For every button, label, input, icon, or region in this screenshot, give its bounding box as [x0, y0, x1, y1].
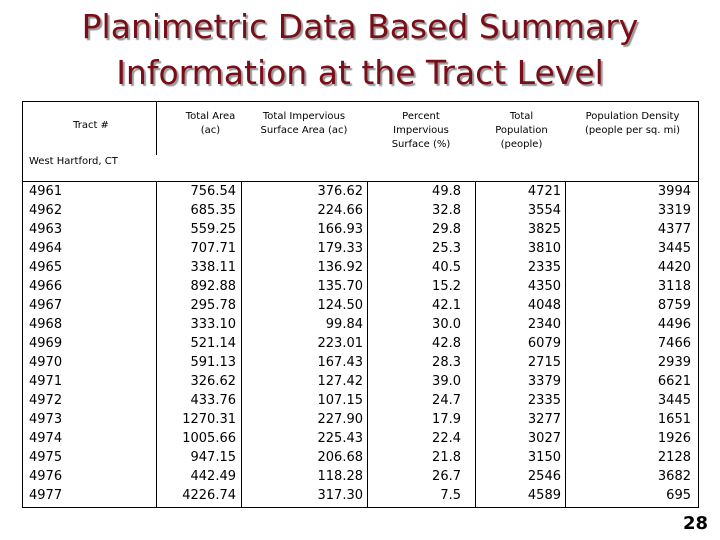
- cell-area: 326.62: [190, 374, 236, 389]
- cell-area: 1005.66: [182, 431, 236, 446]
- cell-imperv: 223.01: [317, 336, 363, 351]
- title-line-1: Planimetric Data Based Summary: [81, 7, 639, 46]
- cell-tract: 4973: [29, 412, 63, 427]
- cell-density: 4496: [657, 317, 691, 332]
- cell-area: 4226.74: [182, 488, 236, 503]
- header-total-area: Total Area (ac): [185, 111, 236, 136]
- cell-area: 442.49: [190, 469, 236, 484]
- cell-density: 2128: [657, 450, 691, 465]
- cell-density: 3118: [657, 279, 691, 294]
- table-row: [23, 391, 698, 410]
- cell-pop: 2546: [527, 469, 561, 484]
- cell-tract: 4972: [29, 393, 63, 408]
- cell-pop: 2340: [527, 317, 561, 332]
- header-total-impervious: Total Impervious Surface Area (ac): [260, 111, 348, 136]
- cell-area: 685.35: [190, 203, 236, 218]
- cell-area: 591.13: [190, 355, 236, 370]
- cell-pct: 42.1: [432, 298, 461, 313]
- header-tract: Tract #: [73, 120, 109, 131]
- cell-tract: 4965: [29, 260, 63, 275]
- cell-pop: 4589: [527, 488, 561, 503]
- cell-density: 3445: [657, 393, 691, 408]
- cell-pop: 3825: [527, 222, 561, 237]
- cell-pop: 3027: [527, 431, 561, 446]
- cell-pct: 28.3: [432, 355, 461, 370]
- table-row: [23, 258, 698, 277]
- cell-pct: 22.4: [432, 431, 461, 446]
- cell-density: 695: [666, 488, 691, 503]
- summary-table: [22, 101, 699, 508]
- cell-imperv: 317.30: [317, 488, 363, 503]
- table-row: [23, 334, 698, 353]
- cell-density: 1651: [657, 412, 691, 427]
- header-percent-impervious: Percent Impervious Surface (%): [391, 111, 451, 150]
- cell-density: 1926: [657, 431, 691, 446]
- cell-pct: 15.2: [432, 279, 461, 294]
- title-line-2: Information at the Tract Level: [116, 53, 604, 92]
- cell-imperv: 224.66: [317, 203, 363, 218]
- cell-imperv: 206.68: [317, 450, 363, 465]
- cell-density: 3319: [657, 203, 691, 218]
- cell-imperv: 127.42: [317, 374, 363, 389]
- table-row: [23, 296, 698, 315]
- table-row: [23, 353, 698, 372]
- cell-area: 521.14: [190, 336, 236, 351]
- cell-pct: 39.0: [432, 374, 461, 389]
- cell-pop: 3554: [527, 203, 561, 218]
- table-row: [23, 201, 698, 220]
- cell-tract: 4962: [29, 203, 63, 218]
- cell-pop: 4350: [527, 279, 561, 294]
- cell-pct: 49.8: [432, 184, 461, 199]
- cell-imperv: 376.62: [317, 184, 363, 199]
- table-row: [23, 315, 698, 334]
- table-row: [23, 182, 698, 201]
- cell-tract: 4964: [29, 241, 63, 256]
- cell-tract: 4970: [29, 355, 63, 370]
- cell-tract: 4963: [29, 222, 63, 237]
- cell-pct: 26.7: [432, 469, 461, 484]
- slide-title: [0, 4, 720, 96]
- cell-tract: 4967: [29, 298, 63, 313]
- cell-pct: 32.8: [432, 203, 461, 218]
- cell-tract: 4971: [29, 374, 63, 389]
- cell-pop: 2335: [527, 393, 561, 408]
- cell-tract: 4968: [29, 317, 63, 332]
- cell-area: 892.88: [190, 279, 236, 294]
- cell-imperv: 118.28: [317, 469, 363, 484]
- table-row: [23, 429, 698, 448]
- cell-area: 756.54: [190, 184, 236, 199]
- cell-pop: 2715: [527, 355, 561, 370]
- cell-tract: 4966: [29, 279, 63, 294]
- cell-area: 433.76: [190, 393, 236, 408]
- cell-pct: 40.5: [432, 260, 461, 275]
- cell-pop: 3150: [527, 450, 561, 465]
- cell-density: 3445: [657, 241, 691, 256]
- cell-pop: 3810: [527, 241, 561, 256]
- cell-area: 559.25: [190, 222, 236, 237]
- cell-pop: 4721: [527, 184, 561, 199]
- cell-imperv: 179.33: [317, 241, 363, 256]
- table-row: [23, 486, 698, 505]
- cell-pct: 25.3: [432, 241, 461, 256]
- cell-tract: 4961: [29, 184, 63, 199]
- page-number: 28: [682, 513, 708, 534]
- cell-tract: 4976: [29, 469, 63, 484]
- cell-density: 2939: [657, 355, 691, 370]
- cell-imperv: 124.50: [317, 298, 363, 313]
- cell-area: 707.71: [190, 241, 236, 256]
- table-header: [23, 102, 698, 182]
- cell-imperv: 99.84: [325, 317, 363, 332]
- table-row: [23, 239, 698, 258]
- cell-imperv: 166.93: [317, 222, 363, 237]
- cell-pct: 7.5: [440, 488, 461, 503]
- cell-imperv: 227.90: [317, 412, 363, 427]
- cell-area: 295.78: [190, 298, 236, 313]
- cell-density: 3682: [657, 469, 691, 484]
- cell-pct: 30.0: [432, 317, 461, 332]
- table-row: [23, 220, 698, 239]
- table-row: [23, 467, 698, 486]
- cell-area: 333.10: [190, 317, 236, 332]
- cell-area: 1270.31: [182, 412, 236, 427]
- cell-area: 338.11: [190, 260, 236, 275]
- cell-tract: 4975: [29, 450, 63, 465]
- cell-imperv: 167.43: [317, 355, 363, 370]
- cell-pop: 2335: [527, 260, 561, 275]
- cell-pop: 4048: [527, 298, 561, 313]
- cell-imperv: 135.70: [317, 279, 363, 294]
- cell-imperv: 107.15: [317, 393, 363, 408]
- cell-density: 3994: [657, 184, 691, 199]
- header-total-population: Total Population (people): [495, 111, 548, 150]
- header-divider: [156, 102, 157, 155]
- cell-pop: 3379: [527, 374, 561, 389]
- table-row: [23, 277, 698, 296]
- cell-tract: 4977: [29, 488, 63, 503]
- cell-imperv: 136.92: [317, 260, 363, 275]
- cell-pct: 17.9: [432, 412, 461, 427]
- table-row: [23, 448, 698, 467]
- cell-density: 7466: [657, 336, 691, 351]
- region-label: West Hartford, CT: [29, 156, 118, 167]
- cell-pop: 6079: [527, 336, 561, 351]
- cell-pct: 24.7: [432, 393, 461, 408]
- cell-pct: 21.8: [432, 450, 461, 465]
- cell-tract: 4969: [29, 336, 63, 351]
- header-population-density: Population Density (people per sq. mi): [584, 111, 681, 136]
- cell-pct: 42.8: [432, 336, 461, 351]
- table-row: [23, 410, 698, 429]
- table-row: [23, 372, 698, 391]
- cell-area: 947.15: [190, 450, 236, 465]
- cell-tract: 4974: [29, 431, 63, 446]
- cell-imperv: 225.43: [317, 431, 363, 446]
- cell-density: 4377: [657, 222, 691, 237]
- cell-density: 6621: [657, 374, 691, 389]
- cell-pop: 3277: [527, 412, 561, 427]
- cell-density: 8759: [657, 298, 691, 313]
- cell-density: 4420: [657, 260, 691, 275]
- cell-pct: 29.8: [432, 222, 461, 237]
